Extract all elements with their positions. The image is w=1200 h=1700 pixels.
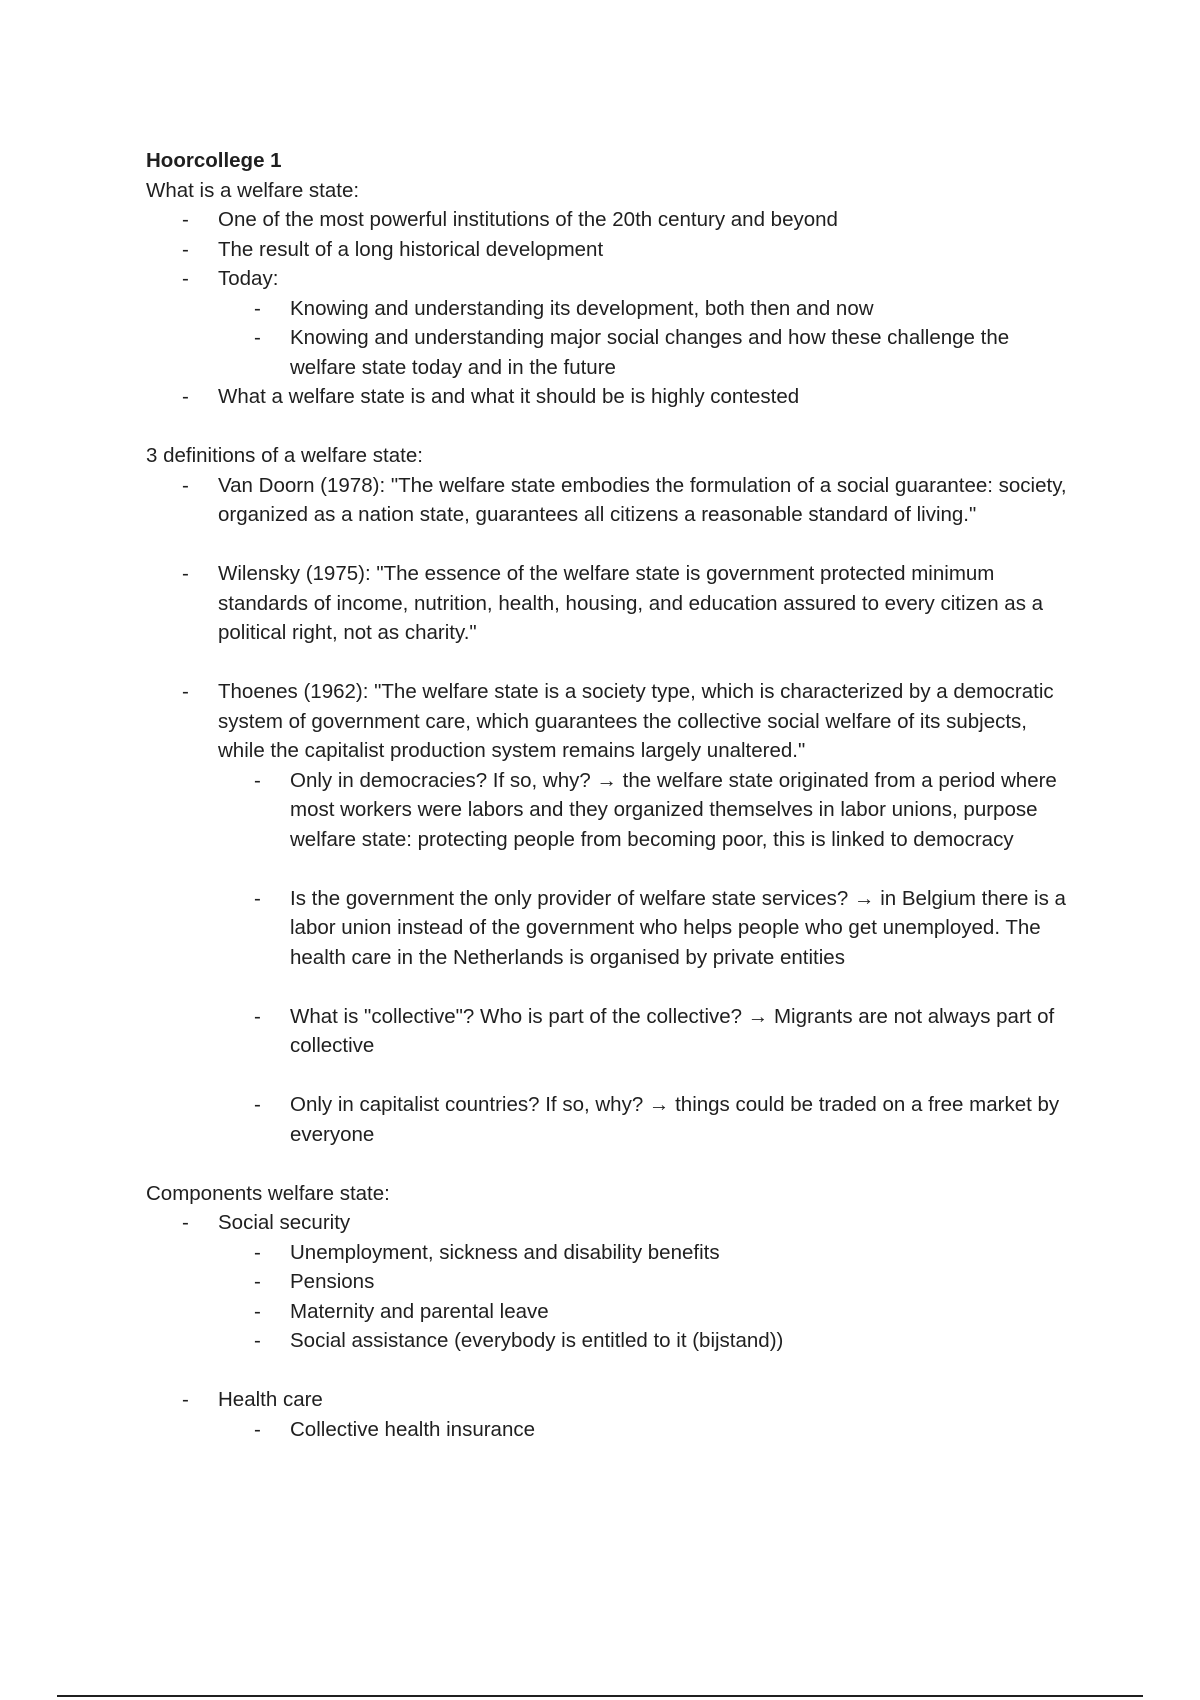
bullet-dash: -	[254, 326, 261, 349]
list-item: - Only in democracies? If so, why? → the welfare state originated from a period where most workers were labors and they organized themselves in labor unions, purpose welfare state: protecting people from becoming poor, this is linked to democracy	[218, 766, 1076, 855]
list-item: - Collective health insurance	[218, 1415, 1076, 1445]
components-list	[146, 1208, 1076, 1444]
component-social-security: - Social security - Unemployment, sickness and disability benefits - Pensions - Maternity and parental leave - Social assistance (everybody is entitled to it (bijstand))	[146, 1208, 1076, 1356]
spacer	[146, 530, 1076, 560]
bullet-dash: -	[254, 1299, 261, 1323]
bullet-dash: -	[182, 208, 189, 231]
list-item: - The result of a long historical development	[146, 235, 1076, 265]
spacer	[218, 972, 1076, 1002]
definition-thoenes: - Thoenes (1962): "The welfare state is a society type, which is characterized by a democratic system of government care, which guarantees the collective social welfare of its subjects, while the capitalist production system remains largely unaltered." - Only in democracies? If so, why? → the welfare state originated from a period where most workers were labors and they organized themselves in labor unions, purpose welfare state: protecting people from becoming poor, this is linked to democracy - Is the government the only provider of welfare state services? → in Belgium there is a labor union instead of the government who helps people who get unemployed. The health care in the Netherlands is organised by private entities - What is "collective"? Who is part of the collective? → Migrants are not always part of collective - Only in capitalist countries? If so, why? → things could be traded on a free market by everyone	[146, 677, 1076, 1149]
bullet-dash: -	[182, 473, 189, 497]
spacer	[218, 854, 1076, 884]
bullet-dash: -	[182, 562, 189, 585]
bullet-dash: -	[254, 296, 261, 320]
spacer	[146, 412, 1076, 442]
health-care-sublist	[218, 1415, 1076, 1445]
definition-wilensky: - Wilensky (1975): "The essence of the welfare state is government protected minimum standards of income, nutrition, health, housing, and education assured to every citizen as a political right, not as charity."	[146, 559, 1076, 648]
list-item: - Pensions	[218, 1267, 1076, 1297]
bullet-dash: -	[254, 886, 261, 910]
bullet-dash: -	[254, 1240, 261, 1264]
list-item: - Unemployment, sickness and disability benefits	[218, 1238, 1076, 1268]
list-item: - One of the most powerful institutions of the 20th century and beyond	[146, 205, 1076, 235]
definitions-heading: 3 definitions of a welfare state:	[146, 444, 423, 467]
bullet-dash: -	[254, 1093, 261, 1116]
social-security-sublist	[218, 1238, 1076, 1356]
list-item: - What is "collective"? Who is part of the collective? → Migrants are not always part of collective	[218, 1002, 1076, 1061]
intro-heading: What is a welfare state:	[146, 178, 360, 202]
intro-list	[146, 205, 1076, 412]
spacer	[146, 1149, 1076, 1179]
spacer	[146, 1356, 1076, 1386]
definition-van-doorn: - Van Doorn (1978): "The welfare state embodies the formulation of a social guarantee: society, organized as a nation state, guarantees all citizens a reasonable standard of living."	[146, 471, 1076, 530]
today-sublist	[218, 294, 1076, 383]
document-title: Hoorcollege 1	[146, 149, 282, 172]
bullet-dash: -	[182, 1211, 189, 1234]
bullet-dash: -	[182, 1388, 189, 1411]
components-heading: Components welfare state:	[146, 1181, 390, 1205]
thoenes-questions	[218, 766, 1076, 1150]
bullet-dash: -	[182, 385, 189, 408]
bullet-dash: -	[254, 1329, 261, 1352]
bullet-dash: -	[182, 680, 189, 703]
list-item: - Social assistance (everybody is entitled to it (bijstand))	[218, 1326, 1076, 1356]
document-body	[146, 146, 1076, 1444]
list-item: - Knowing and understanding major social changes and how these challenge the welfare state today and in the future	[218, 323, 1076, 382]
component-health-care: - Health care - Collective health insurance	[146, 1385, 1076, 1444]
list-item: - Maternity and parental leave	[218, 1297, 1076, 1327]
bullet-dash: -	[254, 768, 261, 792]
list-item: - Only in capitalist countries? If so, why? → things could be traded on a free market by everyone	[218, 1090, 1076, 1149]
list-item: - What a welfare state is and what it should be is highly contested	[146, 382, 1076, 412]
list-item: - Knowing and understanding its development, both then and now	[218, 294, 1076, 324]
page-bottom-rule	[57, 1695, 1143, 1697]
bullet-dash: -	[254, 1417, 261, 1441]
bullet-dash: -	[182, 237, 189, 261]
bullet-dash: -	[254, 1270, 261, 1293]
spacer	[218, 1061, 1076, 1091]
list-item: - Is the government the only provider of welfare state services? → in Belgium there is a labor union instead of the government who helps people who get unemployed. The health care in the Netherlands is organised by private entities	[218, 884, 1076, 973]
list-item: - Today: - Knowing and understanding its development, both then and now - Knowing and understanding major social changes and how these challenge the welfare state today and in the future	[146, 264, 1076, 382]
bullet-dash: -	[254, 1004, 261, 1028]
definitions-list	[146, 471, 1076, 1150]
bullet-dash: -	[182, 267, 189, 290]
spacer	[146, 648, 1076, 678]
